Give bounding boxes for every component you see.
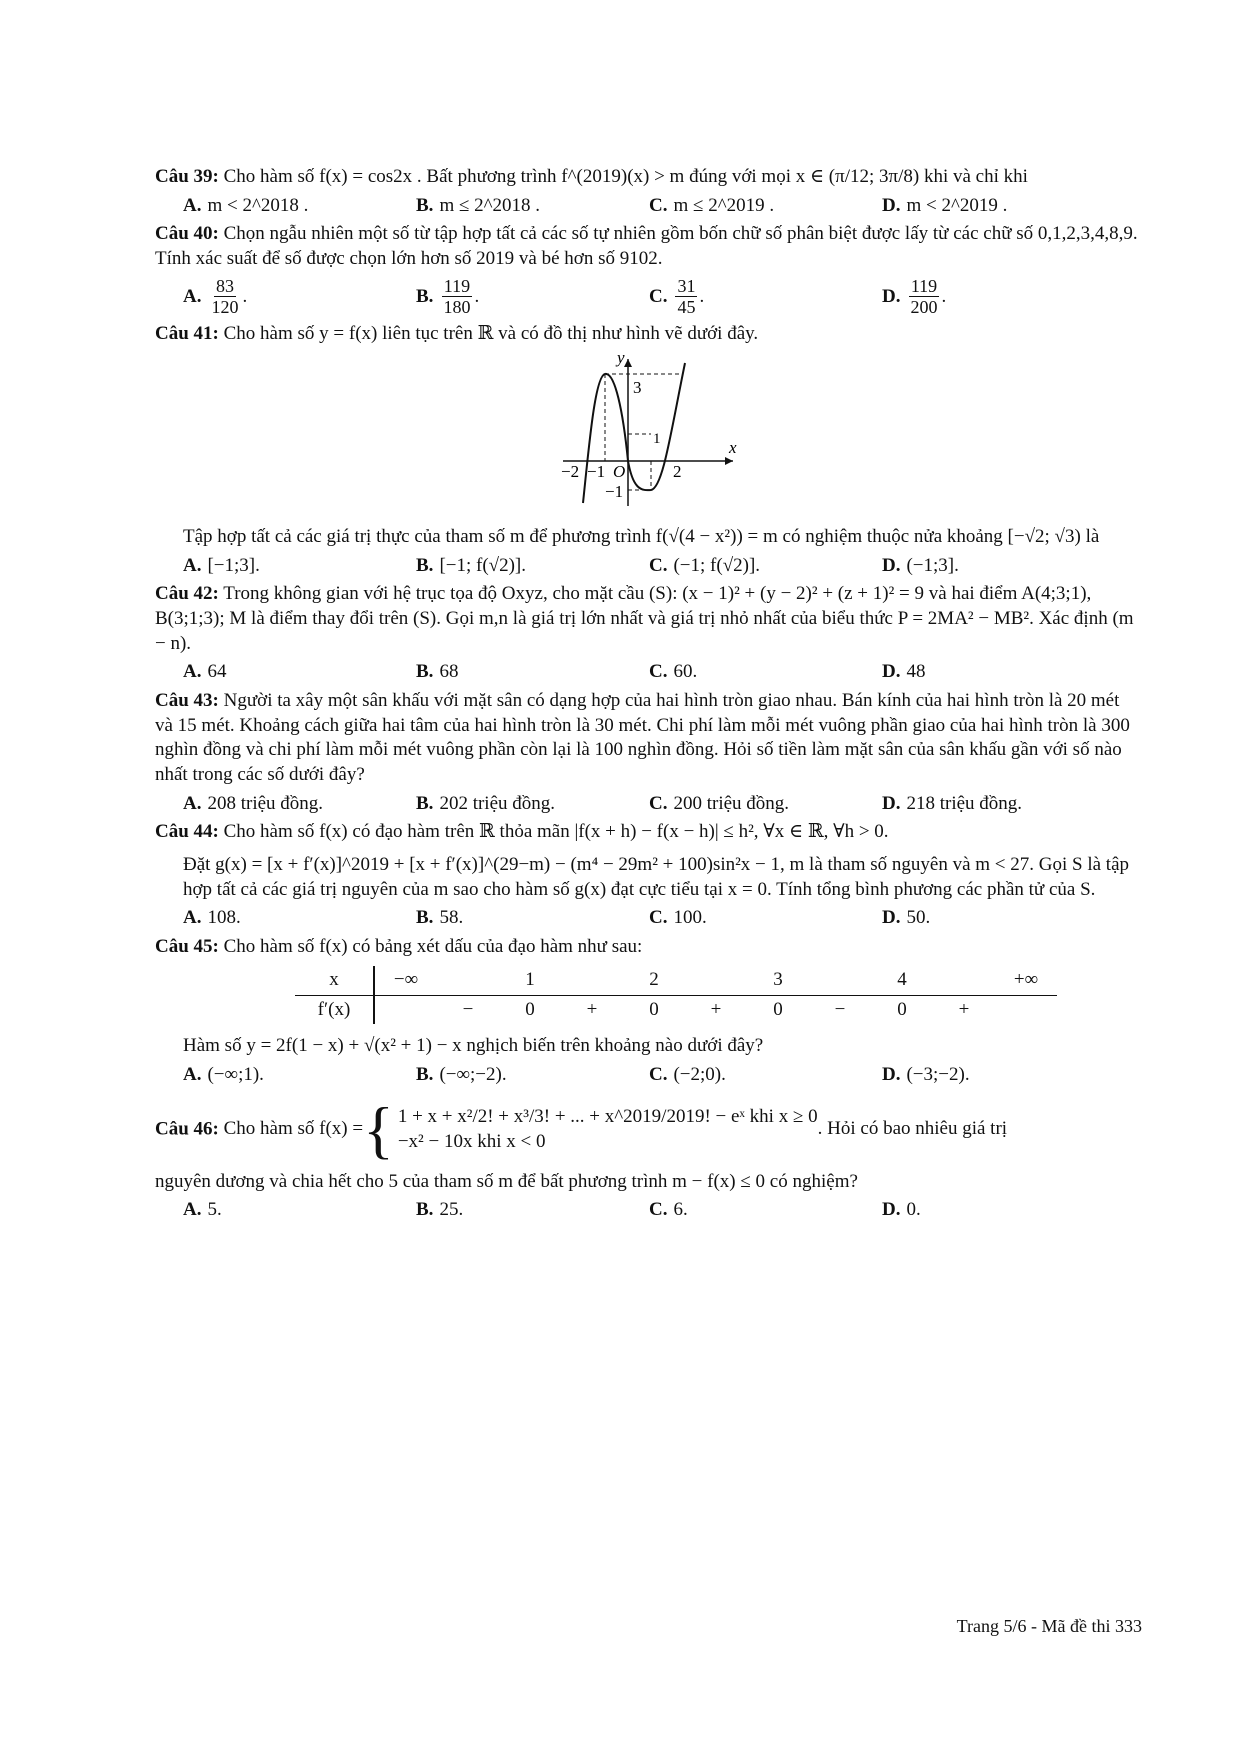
option-a: A. m < 2^2018 .: [183, 194, 309, 216]
question-41-paragraph: Tập hợp tất cả các giá trị thực của tham số m để phương trình f(√(4 − x²)) = m có nghiệm thuộc nửa khoảng [−√2; √3) là: [183, 525, 1100, 547]
option-a: A. 108.: [183, 907, 241, 929]
sign-cell: x: [295, 966, 374, 995]
function-graph: [155, 351, 1140, 511]
option-d: D. 50.: [882, 907, 931, 929]
tick-ym1: −1: [604, 481, 623, 501]
sign-cell: +: [586, 998, 598, 1020]
question-number: Câu 43:: [155, 689, 219, 711]
sign-cell: 0: [897, 998, 907, 1020]
exam-page: [155, 165, 1140, 1227]
graph-svg: [553, 351, 743, 511]
case-1: 1 + x + x²/2! + x³/3! + ... + x^2019/2019! − eˣ khi x ≥ 0: [397, 1105, 818, 1127]
options-40: [183, 276, 1140, 318]
option-b: B. m ≤ 2^2018 .: [416, 194, 541, 216]
option-c: C. $\frac{31}{45}$ .: [649, 275, 705, 318]
sign-cell: +∞: [995, 966, 1057, 995]
question-41: [155, 322, 1140, 347]
question-number: Câu 41:: [155, 323, 219, 345]
question-number: Câu 45:: [155, 936, 219, 958]
sign-cell: [809, 966, 871, 995]
origin-label: O: [612, 461, 625, 481]
sign-cell: [374, 995, 437, 1024]
option-b: B. (−∞;−2).: [416, 1063, 507, 1085]
options-42: [183, 660, 1140, 685]
option-c: C. m ≤ 2^2019 .: [649, 194, 775, 216]
sign-table-fprime-row: [295, 995, 1057, 1024]
sign-cell: 2: [623, 966, 685, 995]
question-46-paragraph: nguyên dương và chia hết cho 5 của tham số m để bất phương trình m − f(x) ≤ 0 có nghiệm?: [155, 1170, 858, 1192]
tick-y3: 3: [632, 377, 641, 397]
question-40: [155, 222, 1140, 271]
option-d: D. 0.: [882, 1199, 921, 1221]
option-a: A. [−1;3].: [183, 554, 260, 576]
question-number: Câu 39:: [155, 166, 219, 187]
sign-cell: 4: [871, 966, 933, 995]
function-lead: Cho hàm số f(x) =: [223, 1118, 364, 1140]
sign-cell: −: [834, 998, 846, 1020]
cases: [398, 1105, 818, 1154]
option-d: D. $\frac{119}{200}$ .: [882, 275, 947, 318]
sign-cell: 0: [649, 998, 659, 1020]
sign-cell: −: [462, 998, 474, 1020]
y-axis-label: y: [616, 350, 625, 367]
options-43: [183, 792, 1140, 817]
options-41: [183, 554, 1140, 579]
option-d: D. (−1;3].: [882, 554, 959, 576]
option-a: A. 64: [183, 661, 227, 683]
option-c: C. 60.: [649, 661, 698, 683]
sign-cell: −∞: [374, 966, 437, 995]
option-c: C. 6.: [649, 1199, 688, 1221]
fraction: $\frac{31}{45}$: [677, 275, 696, 318]
sign-cell: [437, 966, 499, 995]
option-b: B. [−1; f(√2)].: [416, 554, 526, 576]
options-45: [183, 1063, 1140, 1088]
sign-cell: 3: [747, 966, 809, 995]
option-c: C. 100.: [649, 907, 707, 929]
option-a: A. 208 triệu đồng.: [183, 792, 324, 814]
option-d: D. 218 triệu đồng.: [882, 792, 1023, 814]
question-44-paragraph: Đặt g(x) = [x + f′(x)]^2019 + [x + f′(x)]^(29−m) − (m⁴ − 29m² + 100)sin²x − 1, m là tham số nguyên và m < 27. Gọi S là tập hợp tất cả các giá trị nguyên của m sao cho hàm số g(x) đạt cực tiểu tại x = 0. Tính tổng bình phương các phần tử của S.: [183, 854, 1130, 900]
options-44: [183, 906, 1140, 931]
sign-cell: +: [710, 998, 722, 1020]
question-text: Cho hàm số f(x) có đạo hàm trên ℝ thỏa mãn |f(x + h) − f(x − h)| ≤ h², ∀x ∈ ℝ, ∀h > 0.: [223, 821, 889, 843]
question-text: Chọn ngẫu nhiên một số từ tập hợp tất cả các số tự nhiên gồm bốn chữ số phân biệt được lấy từ các chữ số 0,1,2,3,4,8,9. Tính xác suất để số được chọn lớn hơn số 2019 và bé hơn số 9102.: [155, 223, 1138, 270]
tick-m1: −1: [586, 461, 605, 481]
option-d: D. m < 2^2019 .: [882, 194, 1008, 216]
option-d: D. (−3;−2).: [882, 1063, 970, 1085]
question-42: [155, 582, 1140, 656]
option-b: B. $\frac{119}{180}$ .: [416, 275, 480, 318]
option-b: B. 58.: [416, 907, 464, 929]
options-39: [183, 194, 1140, 219]
option-b: B. 25.: [416, 1199, 464, 1221]
function-tail: . Hỏi có bao nhiêu giá trị: [817, 1118, 1008, 1140]
sign-cell: [561, 966, 623, 995]
y-axis-arrow: [624, 359, 632, 367]
tick-y1: 1: [652, 430, 660, 447]
tick-x2: 2: [672, 461, 681, 481]
sign-cell: [933, 966, 995, 995]
question-text: Cho hàm số f(x) = cos2x . Bất phương trình f^(2019)(x) > m đúng với mọi x ∈ (π/12; 3π/8) khi và chỉ khi: [223, 166, 1028, 187]
fraction: $\frac{83}{120}$: [211, 275, 239, 318]
option-a: A. 5.: [183, 1199, 222, 1221]
piecewise-function: [223, 1093, 1008, 1165]
question-text: Người ta xây một sân khấu với mặt sân có dạng hợp của hai hình tròn giao nhau. Bán kính của hai hình tròn là 20 mét và 15 mét. Khoảng cách giữa hai tâm của hai hình tròn là 30 mét. Chi phí làm mỗi mét vuông phần giao của hai hình tròn là 300 nghìn đồng và chi phí làm mỗi mét vuông phần còn lại là 100 nghìn đồng. Hỏi số tiền làm mặt sân của sân khấu gần với số nào nhất trong các số dưới đây?: [155, 689, 1130, 785]
question-text: Cho hàm số y = f(x) liên tục trên ℝ và có đồ thị như hình vẽ dưới đây.: [223, 323, 759, 345]
question-text: Trong không gian với hệ trục tọa độ Oxyz, cho mặt cầu (S): (x − 1)² + (y − 2)² + (z + 1)² = 9 và hai điểm A(4;3;1), B(3;1;3); M là điểm thay đổi trên (S). Gọi m,n là giá trị lớn nhất và giá trị nhỏ nhất của biểu thức P = 2MA² − MB². Xác định (m − n).: [155, 583, 1134, 654]
option-d: D. 48: [882, 661, 926, 683]
question-45-paragraph: Hàm số y = 2f(1 − x) + √(x² + 1) − x nghịch biến trên khoảng nào dưới đây?: [183, 1035, 764, 1057]
option-c: C. 200 triệu đồng.: [649, 792, 790, 814]
option-c: C. (−2;0).: [649, 1063, 726, 1085]
sign-cell: 1: [499, 966, 561, 995]
sign-cell: 0: [525, 998, 535, 1020]
question-number: Câu 40:: [155, 223, 219, 245]
sign-table-x-row: [295, 966, 1057, 995]
sign-cell: +: [958, 998, 970, 1020]
fraction: $\frac{119}{200}$: [910, 275, 938, 318]
question-43: [155, 689, 1140, 788]
fraction: $\frac{119}{180}$: [443, 275, 471, 318]
option-c: C. (−1; f(√2)].: [649, 554, 761, 576]
question-45: [155, 935, 1140, 960]
sign-cell: [995, 995, 1057, 1024]
question-number: Câu 42:: [155, 583, 219, 605]
option-a: A. $\frac{83}{120}$ .: [183, 275, 248, 318]
x-axis-arrow: [725, 457, 733, 465]
sign-cell: f′(x): [295, 995, 374, 1024]
tick-m2: −2: [560, 461, 579, 481]
page-footer: Trang 5/6 - Mã đề thi 333: [956, 1616, 1142, 1636]
case-2: −x² − 10x khi x < 0: [397, 1130, 546, 1152]
brace: {: [363, 1093, 394, 1165]
question-44: [155, 820, 1140, 845]
option-b: B. 68: [416, 661, 459, 683]
question-number: Câu 46:: [155, 1117, 219, 1139]
sign-table: [295, 966, 1057, 1024]
option-b: B. 202 triệu đồng.: [416, 792, 556, 814]
x-axis-label: x: [728, 437, 737, 457]
sign-cell: [685, 966, 747, 995]
question-46: [155, 1093, 1140, 1165]
question-number: Câu 44:: [155, 821, 219, 843]
options-46: [183, 1198, 1140, 1223]
question-text: Cho hàm số f(x) có bảng xét dấu của đạo hàm như sau:: [223, 936, 643, 958]
question-39: [155, 165, 1140, 190]
option-a: A. (−∞;1).: [183, 1063, 264, 1085]
sign-cell: 0: [773, 998, 783, 1020]
